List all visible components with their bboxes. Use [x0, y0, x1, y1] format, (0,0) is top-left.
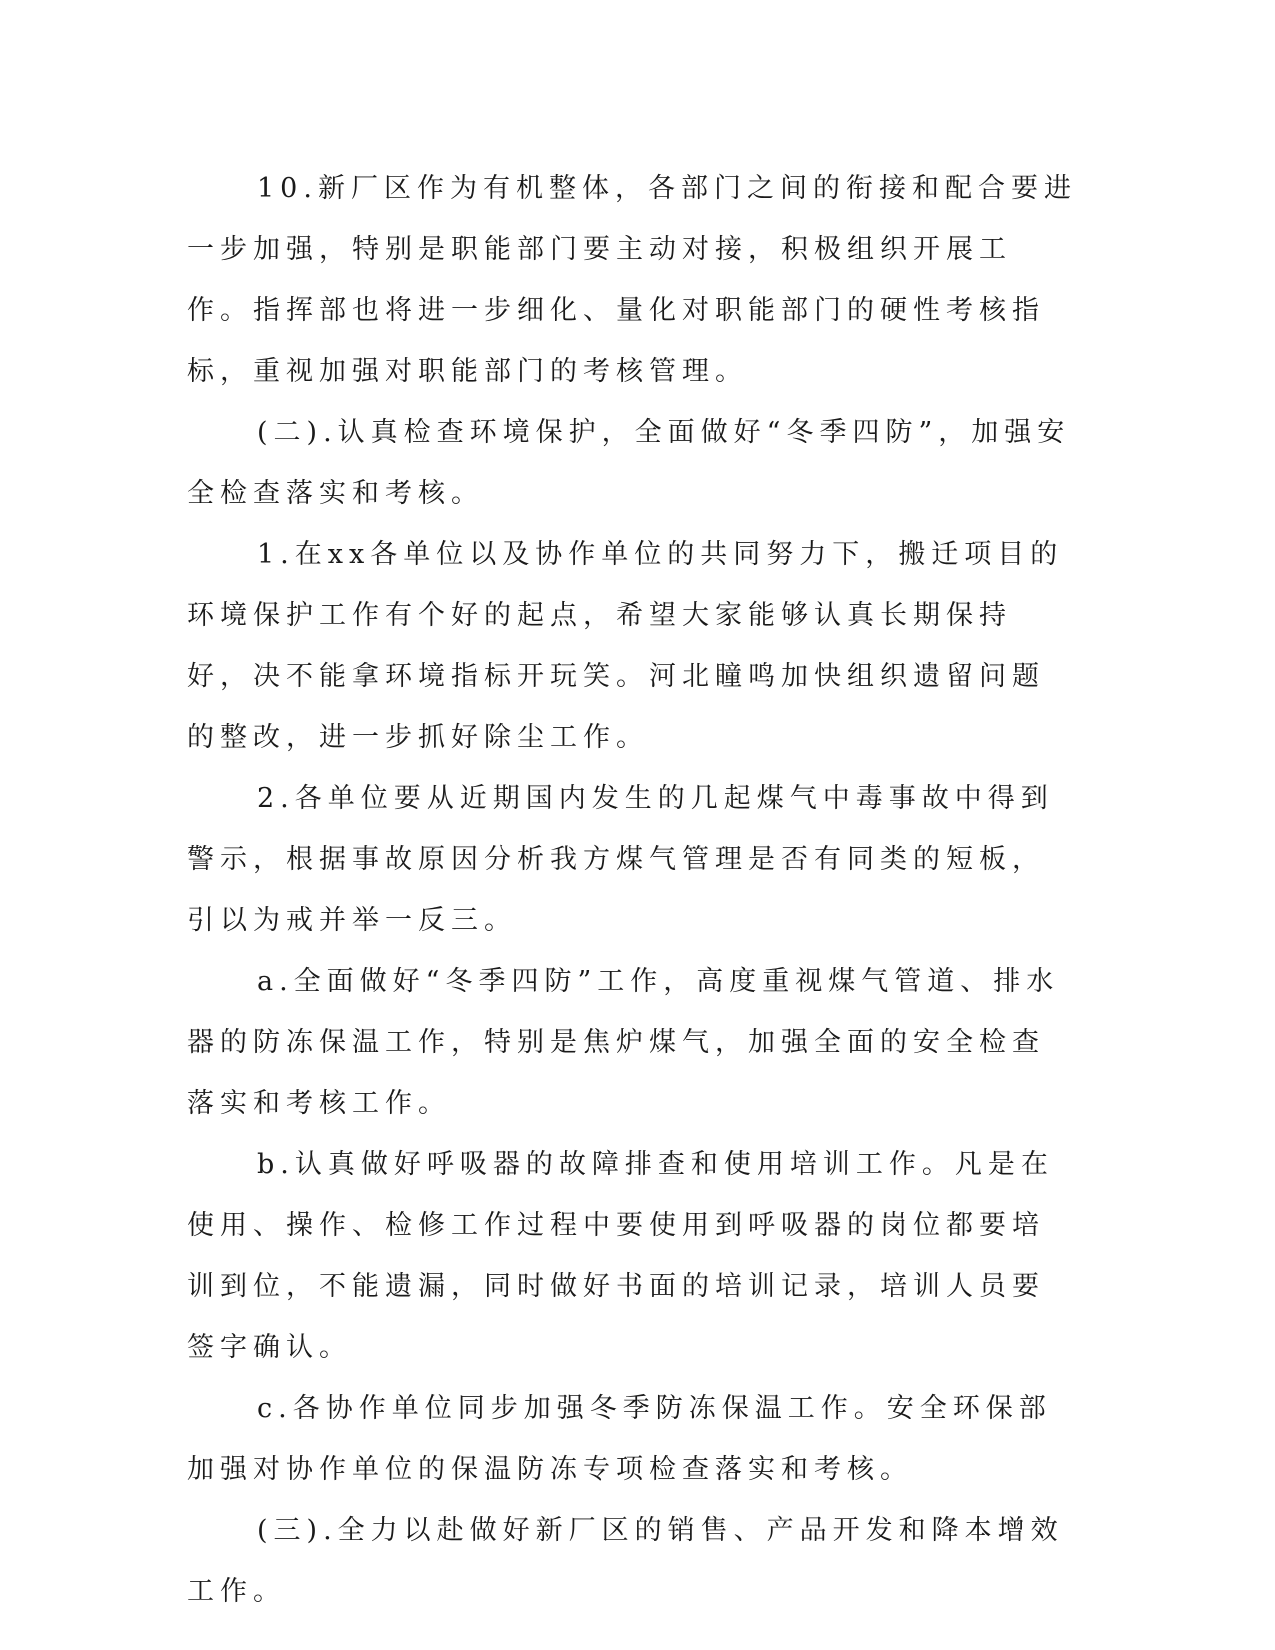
section-heading-2: (二).认真检查环境保护，全面做好“冬季四防”，加强安全检查落实和考核。 — [187, 417, 1071, 509]
document-body — [187, 158, 1077, 1622]
section-heading-3: (三).全力以赴做好新厂区的销售、产品开发和降本增效工作。 — [187, 1515, 1064, 1607]
paragraph-item-1: 1.在xx各单位以及协作单位的共同努力下，搬迁项目的环境保护工作有个好的起点，希望大家能够认真长期保持好，决不能拿环境指标开玩笑。河北瞳鸣加快组织遗留问题的整改，进一步抓好除尘工作。 — [187, 539, 1064, 753]
paragraph-item-b: b.认真做好呼吸器的故障排查和使用培训工作。凡是在使用、操作、检修工作过程中要使用到呼吸器的岗位都要培训到位，不能遗漏，同时做好书面的培训记录，培训人员要签字确认。 — [187, 1149, 1054, 1363]
paragraph-item-10: 10.新厂区作为有机整体，各部门之间的衔接和配合要进一步加强，特别是职能部门要主动对接，积极组织开展工作。指挥部也将进一步细化、量化对职能部门的硬性考核指标，重视加强对职能部门的考核管理。 — [187, 173, 1077, 387]
paragraph-item-2: 2.各单位要从近期国内发生的几起煤气中毒事故中得到警示，根据事故原因分析我方煤气管理是否有同类的短板，引以为戒并举一反三。 — [187, 783, 1054, 936]
paragraph-item-a: a.全面做好“冬季四防”工作，高度重视煤气管道、排水器的防冻保温工作，特别是焦炉煤气，加强全面的安全检查落实和考核工作。 — [187, 966, 1060, 1119]
paragraph-item-c: c.各协作单位同步加强冬季防冻保温工作。安全环保部加强对协作单位的保温防冻专项检查落实和考核。 — [187, 1393, 1052, 1485]
